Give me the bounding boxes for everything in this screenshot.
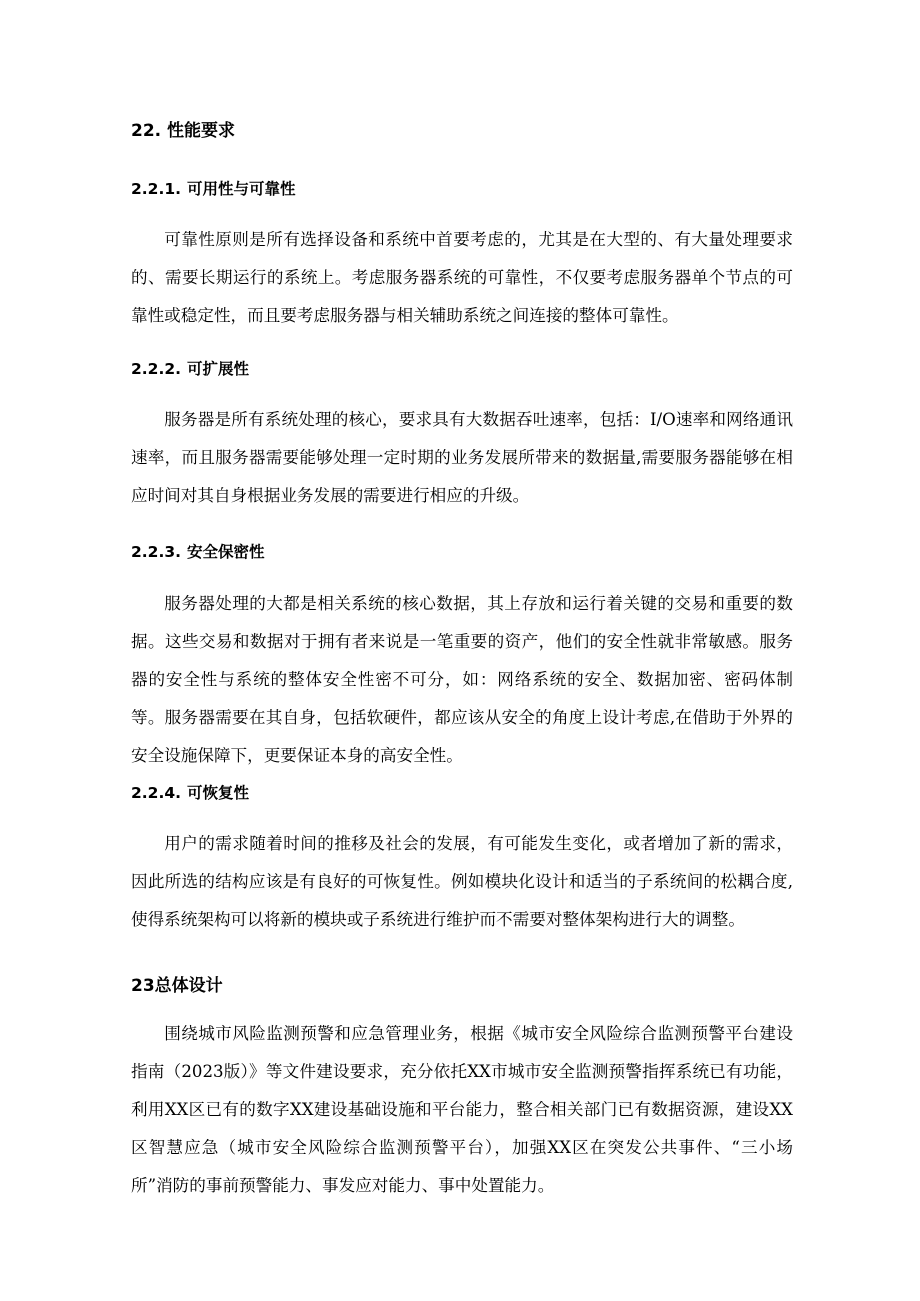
heading-2-2-1 (131, 177, 296, 199)
heading-text: 安全保密性 (187, 543, 265, 561)
heading-2-2-3 (131, 540, 265, 562)
heading-2-2-4 (131, 781, 249, 803)
heading-number: 2.2.1. (131, 180, 182, 198)
paragraph-reliability: 可靠性原则是所有选择设备和系统中首要考虑的，尤其是在大型的、有大量处理要求的、需要长期运行的系统上。考虑服务器系统的可靠性，不仅要考虑服务器单个节点的可靠性或稳定性，而且要考虑服务器与相关辅助系统之间连接的整体可靠性。 (131, 230, 793, 325)
heading-number: 2.2.2. (131, 360, 182, 378)
paragraph-scalability: 服务器是所有系统处理的核心，要求具有大数据吞吐速率，包括：I/O速率和网络通讯速率，而且服务器需要能够处理一定时期的业务发展所带来的数据量,需要服务器能够在相应时间对其自身根据业务发展的需要进行相应的升级。 (131, 410, 793, 505)
heading-text: 可扩展性 (187, 360, 250, 378)
heading-text: 可用性与可靠性 (187, 180, 296, 198)
paragraph-recoverability: 用户的需求随着时间的推移及社会的发展，有可能发生变化，或者增加了新的需求，因此所选的结构应该是有良好的可恢复性。例如模块化设计和适当的子系统间的松耦合度,使得系统架构可以将新的模块或子系统进行维护而不需要对整体架构进行大的调整。 (131, 834, 793, 929)
paragraph-overall-design: 围绕城市风险监测预警和应急管理业务，根据《城市安全风险综合监测预警平台建设指南（2023版）》等文件建设要求，充分依托XX市城市安全监测预警指挥系统已有功能，利用XX区已有的数字XX建设基础设施和平台能力，整合相关部门已有数据资源，建设XX区智慧应急（城市安全风险综合监测预警平台），加强XX区在突发公共事件、“三小场所”消防的事前预警能力、事发应对能力、事中处置能力。 (131, 1024, 793, 1195)
section-title-22: 22. 性能要求 (131, 121, 236, 141)
heading-number: 2.2.4. (131, 784, 182, 802)
heading-text: 可恢复性 (187, 784, 250, 802)
paragraph-security: 服务器处理的大都是相关系统的核心数据，其上存放和运行着关键的交易和重要的数据。这些交易和数据对于拥有者来说是一笔重要的资产，他们的安全性就非常敏感。服务器的安全性与系统的整体安全性密不可分，如：网络系统的安全、数据加密、密码体制等。服务器需要在其自身，包括软硬件，都应该从安全的角度上设计考虑,在借助于外界的安全设施保障下，更要保证本身的高安全性。 (131, 594, 793, 765)
heading-number: 2.2.3. (131, 543, 182, 561)
section-title-23: 23总体设计 (131, 976, 223, 996)
heading-2-2-2 (131, 357, 249, 379)
